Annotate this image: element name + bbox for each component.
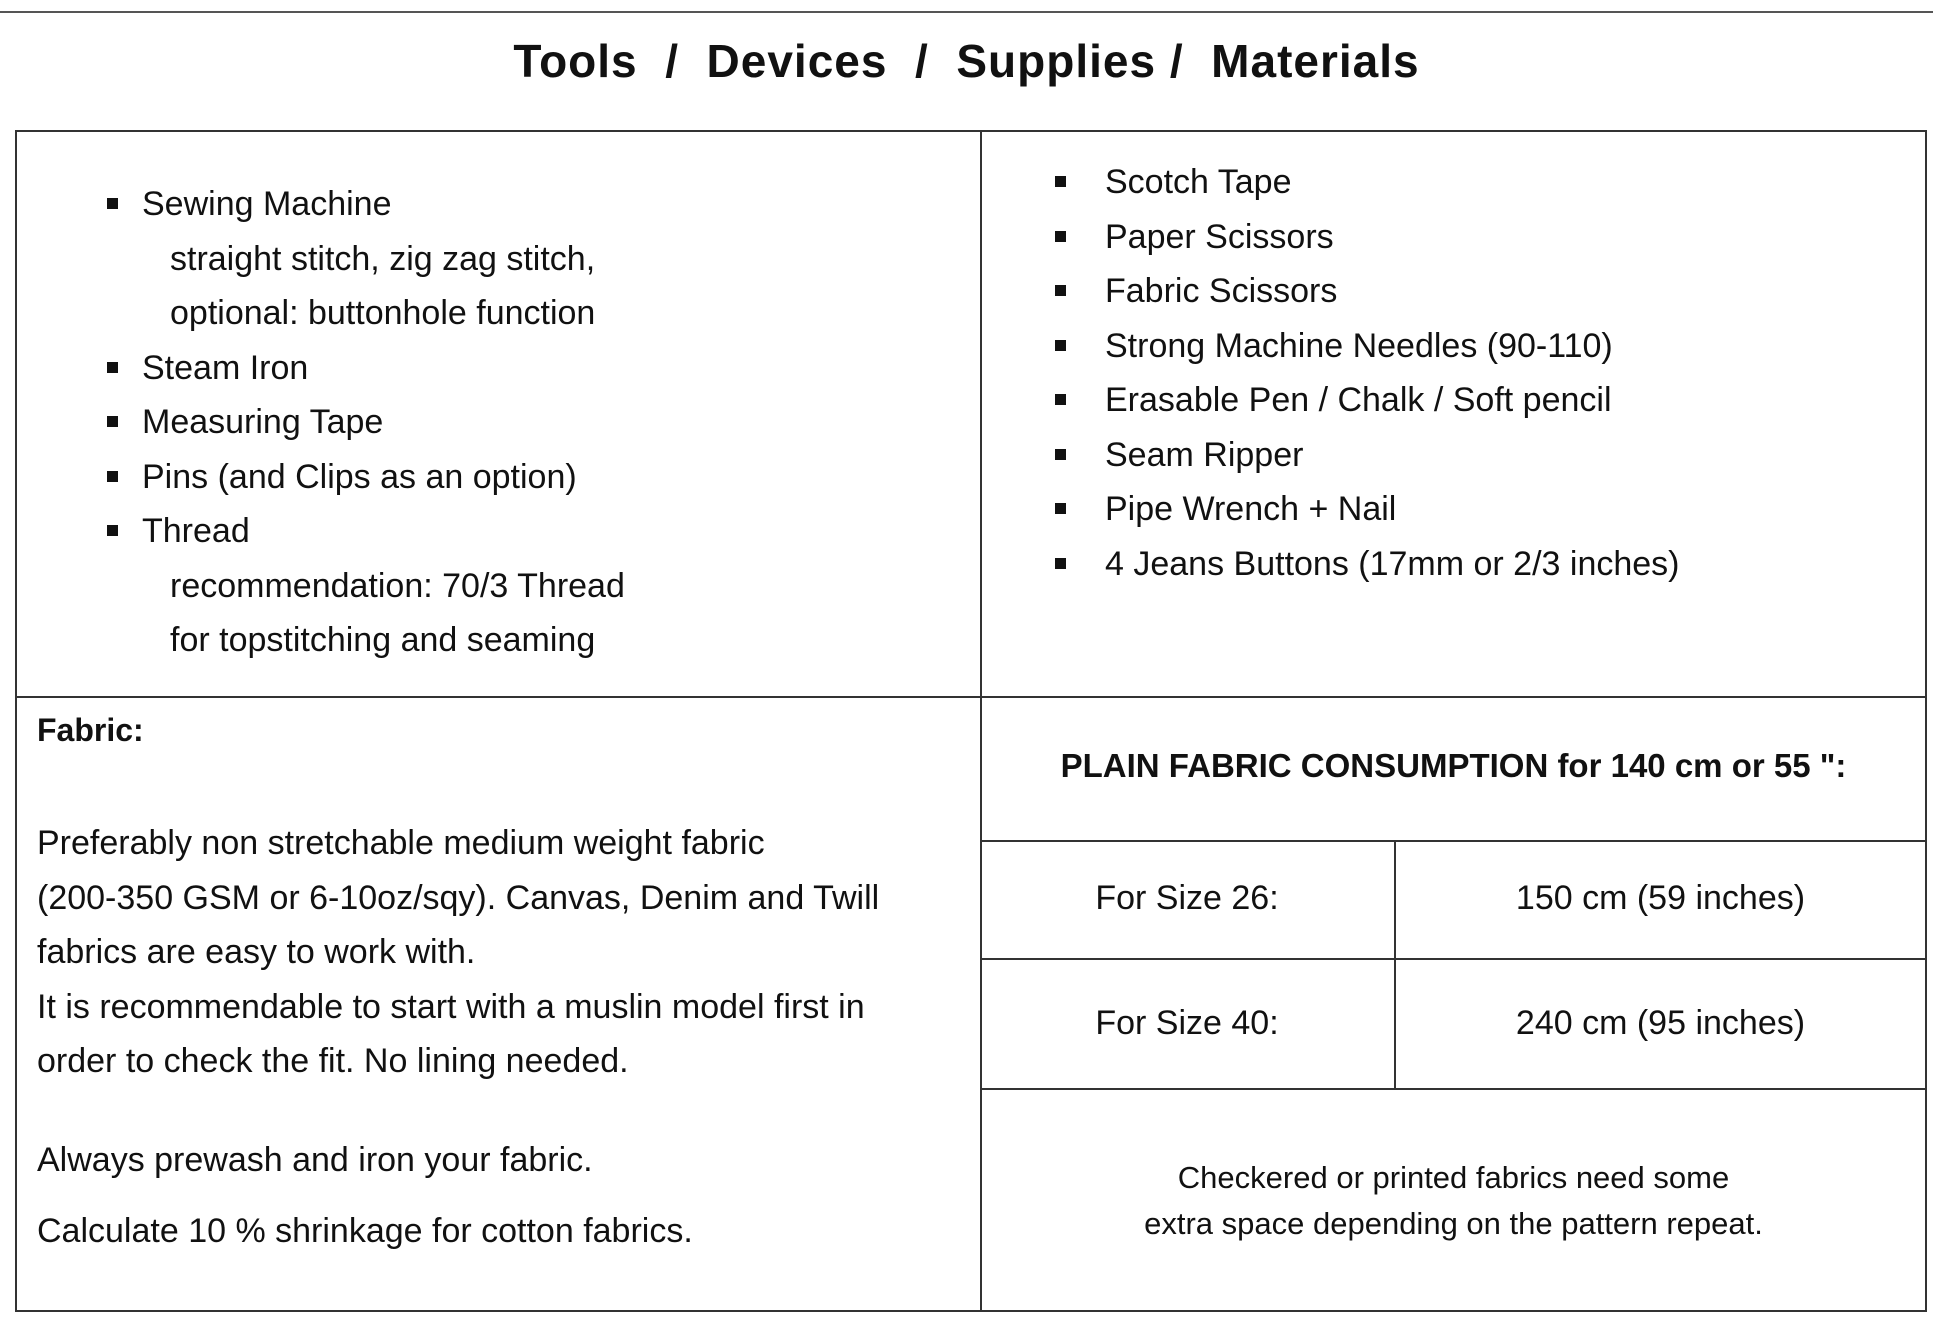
list-item [1055,537,1680,592]
row-divider [15,696,1927,698]
tool-label: Steam Iron [142,348,309,387]
bullet-square-icon [1055,340,1066,351]
tool-label: Thread [142,512,250,550]
tool-label: Strong Machine Needles (90-110) [1105,326,1613,365]
paragraph-line: Preferably non stretchable medium weight fabric [37,824,765,862]
tools-list-right [1055,155,1680,591]
list-item-detail: optional: buttonhole function [170,294,596,332]
list-item-detail: for topstitching and seaming [170,621,596,659]
bullet-square-icon [1055,449,1066,460]
bullet-square-icon [107,525,118,536]
tool-label: Scotch Tape [1105,163,1292,201]
bullet-square-icon [107,416,118,427]
list-item [1055,319,1680,374]
size-40-label: For Size 40: [1095,1004,1279,1042]
tool-label: Seam Ripper [1105,435,1304,474]
note-line: Checkered or printed fabrics need some [1177,1160,1730,1195]
list-item [107,395,625,450]
tool-label: Pins (and Clips as an option) [142,457,577,496]
consumption-title-divider [980,840,1927,842]
list-item [1055,210,1680,265]
tool-label: Fabric Scissors [1105,272,1338,310]
paragraph-line: It is recommendable to start with a muslin model first in [37,987,865,1026]
column-divider [980,130,982,1312]
size-column-divider [1394,840,1396,1088]
bullet-square-icon [107,198,118,209]
paragraph-line: order to check the fit. No lining needed. [37,1042,629,1080]
list-item [107,450,625,505]
bullet-square-icon [1055,231,1066,242]
bullet-square-icon [1055,176,1066,187]
note-divider [980,1088,1927,1090]
bullet-square-icon [1055,503,1066,514]
list-item-detail: recommendation: 70/3 Thread [170,566,625,605]
list-item [1055,428,1680,483]
shrinkage-note: Calculate 10 % shrinkage for cotton fabrics. [37,1212,693,1250]
paragraph-line: (200-350 GSM or 6-10oz/sqy). Canvas, Denim and Twill [37,878,880,917]
tool-label: 4 Jeans Buttons (17mm or 2/3 inches) [1105,544,1680,583]
tool-label: Sewing Machine [142,185,392,223]
note-line: extra space depending on the pattern repeat. [1144,1206,1763,1241]
tool-label: Erasable Pen / Chalk / Soft pencil [1105,381,1612,419]
size-26-amount: 150 cm (59 inches) [1515,879,1806,917]
size-40-amount: 240 cm (95 inches) [1515,1004,1806,1042]
size-26-label: For Size 26: [1095,879,1279,917]
fabric-heading: Fabric: [37,712,144,748]
tool-label: Pipe Wrench + Nail [1105,490,1397,528]
bullet-square-icon [1055,285,1066,296]
consumption-title: PLAIN FABRIC CONSUMPTION for 140 cm or 55 ": [1060,747,1847,784]
list-item [107,177,625,232]
list-item [107,504,625,559]
list-item [1055,373,1680,428]
prewash-note: Always prewash and iron your fabric. [37,1141,593,1179]
tool-label: Measuring Tape [142,403,384,441]
size-row-divider [980,958,1927,960]
page-title: Tools / Devices / Supplies / Materials [513,35,1420,87]
pattern-repeat-note [980,1155,1927,1247]
list-item [1055,264,1680,319]
bullet-square-icon [107,471,118,482]
list-item [1055,482,1680,537]
tool-label: Paper Scissors [1105,217,1334,256]
top-rule [0,11,1933,13]
list-item [107,341,625,396]
tools-list-left [107,177,625,668]
bullet-square-icon [1055,394,1066,405]
list-item-detail: straight stitch, zig zag stitch, [170,239,596,278]
fabric-description [37,816,879,1089]
bullet-square-icon [1055,558,1066,569]
bullet-square-icon [107,362,118,373]
paragraph-line: fabrics are easy to work with. [37,933,476,971]
list-item [1055,155,1680,210]
